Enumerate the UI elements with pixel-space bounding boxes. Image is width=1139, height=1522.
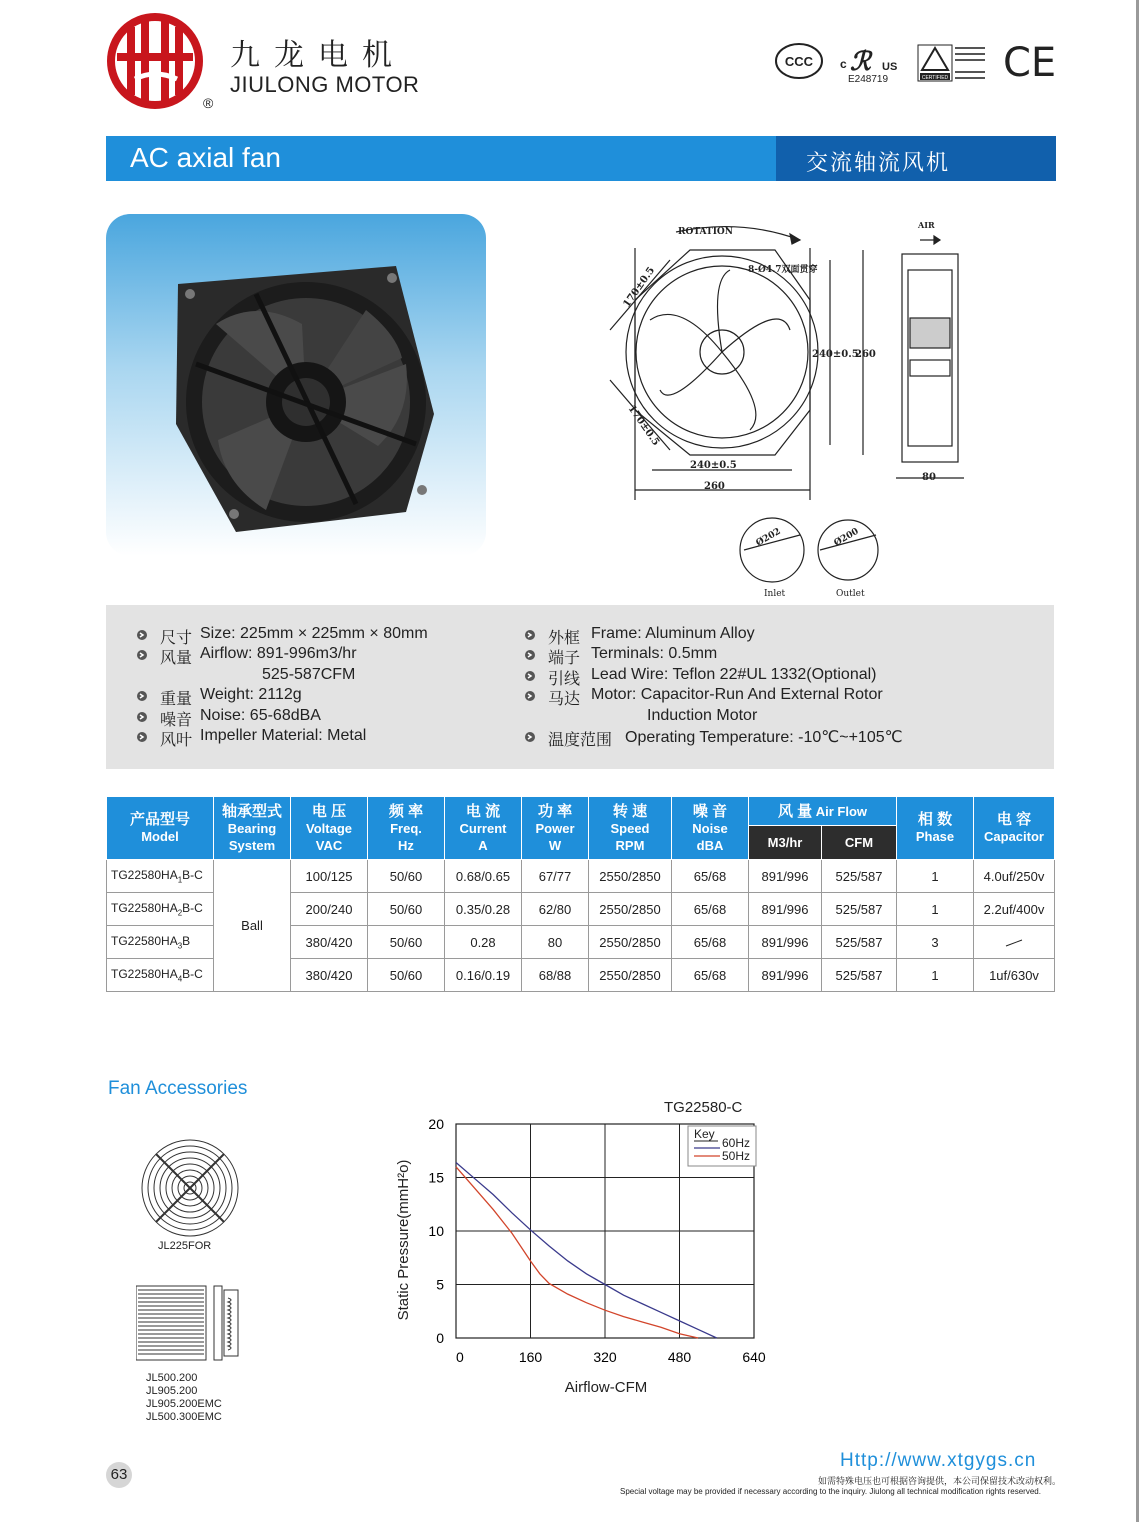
hole-spec-label: 8-Ø4.7双面贯穿 [748,265,818,275]
cell-cfm: 525/587 [822,860,897,893]
spec-label-cn: 风量 [160,648,193,668]
cell-speed: 2550/2850 [589,959,672,992]
air-label: AIR [918,220,935,230]
website-link[interactable]: Http://www.xtgygs.cn [840,1450,1037,1471]
cell-cap: 1uf/630v [974,959,1055,992]
page-number: 63 [106,1462,132,1488]
bullet-icon [524,629,536,641]
th-bearing: 轴承型式 Bearing System [214,797,291,860]
cell-power: 67/77 [522,860,589,893]
outlet-label: Outlet [836,589,865,599]
th-freq: 频 率 Freq. Hz [368,797,445,860]
cell-phase: 3 [897,926,974,959]
cell-model: $TG22580HA_2B-C$ [107,893,214,926]
filter-model-label: JL500.300EMC [146,1411,222,1423]
footer-note-cn: 如需特殊电压也可根据咨询提供，本公司保留技术改动权利。 [818,1476,1062,1486]
bullet-icon [524,690,536,702]
dim-240-vertical: 240±0.5 [812,349,859,360]
y-axis-label: Static Pressure(mmH²o) [395,1159,412,1321]
th-cfm: CFM [822,826,897,860]
cell-m3: 891/996 [749,926,822,959]
table-row [107,860,1055,893]
cell-cap: 4.0uf/250v [974,860,1055,893]
cell-speed: 2550/2850 [589,926,672,959]
spec-label-cn: 外框 [548,628,581,647]
th-voltage: 电 压 Voltage VAC [291,797,368,860]
cell-m3: 891/996 [749,860,822,893]
dim-170-top: 170±0.5 [621,265,658,310]
cell-freq: 50/60 [368,860,445,893]
cell-noise: 65/68 [672,893,749,926]
bullet-icon [524,731,536,743]
cell-current: 0.16/0.19 [445,959,522,992]
spec-value: Size: 225mm × 225mm × 80mm [200,625,428,642]
x-tick-label: 0 [456,1349,464,1365]
inlet-label: Inlet [764,589,786,599]
bullet-icon [136,731,148,743]
spec-value: Motor: Capacitor-Run And External Rotor [591,686,883,704]
brand-name-cn: 九龙电机 [230,38,406,73]
accessories-title: Fan Accessories [108,1078,248,1099]
spec-label-cn: 引线 [548,668,581,688]
cell-freq: 50/60 [368,959,445,992]
th-m3hr: M3/hr [749,826,822,860]
legend-title: Key [694,1127,715,1141]
cell-dash-icon [1004,939,1024,947]
cell-speed: 2550/2850 [589,860,672,893]
spec-table-body [107,860,1055,992]
ul-c-text: c [840,57,847,71]
tuv-cert-icon [917,44,989,82]
chart-x-ticks [456,1349,766,1365]
cell-m3: 891/996 [749,959,822,992]
product-category-cn: 交流轴流风机 [806,151,951,176]
spec-value: Frame: Aluminum Alloy [591,625,755,642]
y-tick-label: 10 [428,1223,444,1239]
bullet-icon [524,649,536,661]
series-line-60hz [456,1163,717,1338]
cell-cap: 2.2uf/400v [974,893,1055,926]
cell-cfm: 525/587 [822,959,897,992]
legend-50hz: 50Hz [722,1149,751,1163]
spec-box [106,605,1054,769]
dimension-drawing [580,210,1000,610]
cell-noise: 65/68 [672,860,749,893]
brand-name-en: JIULONG MOTOR [230,72,420,97]
bullet-icon [136,711,148,723]
cell-noise: 65/68 [672,926,749,959]
cell-current: 0.28 [445,926,522,959]
cell-phase: 1 [897,860,974,893]
th-speed: 转 速 Speed RPM [589,797,672,860]
filter-labels [146,1372,222,1424]
cell-voltage: 100/125 [291,860,368,893]
performance-chart [380,1110,800,1400]
chart-title: TG22580-C [664,1099,743,1116]
x-tick-label: 480 [667,1349,692,1365]
bullet-icon [136,649,148,661]
spec-value: Induction Motor [647,706,758,724]
cell-model: $TG22580HA_4B-C$ [107,959,214,992]
cell-current: 0.68/0.65 [445,860,522,893]
filter-model-label: JL905.200EMC [146,1398,222,1410]
th-airflow: 风 量 Air Flow [749,797,897,826]
spec-value: Terminals: 0.5mm [591,645,718,663]
cell-power: 68/88 [522,959,589,992]
x-tick-label: 160 [518,1349,543,1365]
ce-cert-icon [1003,42,1057,80]
tuv-sub-text: CERTIFIED [921,75,949,81]
th-phase: 相 数 Phase [897,797,974,860]
cell-model: $TG22580HA_1B-C$ [107,860,214,893]
spec-label-cn: 端子 [548,648,581,668]
spec-label-cn: 温度范围 [548,730,613,749]
y-tick-label: 15 [428,1169,444,1186]
cell-bearing: Ball [214,860,291,992]
spec-value: Impeller Material: Metal [200,727,367,744]
legend-60hz: 60Hz [722,1136,751,1150]
dim-240-horizontal: 240±0.5 [690,460,737,471]
spec-value: 525-587CFM [262,665,356,683]
th-model: 产品型号 Model [107,797,214,860]
footer-note-en: Special voltage may be provided if necessary according to the inquiry. Jiulong all technical modification rights reserved. [620,1487,1041,1496]
cell-voltage: 380/420 [291,959,368,992]
cell-model: $TG22580HA_3B$ [107,926,214,959]
filter-model-label: JL500.200 [146,1372,198,1384]
cell-voltage: 200/240 [291,893,368,926]
svg-text:ℛ: ℛ [850,47,871,76]
th-current: 电 流 Current A [445,797,522,860]
guard-label: JL225FOR [158,1240,212,1252]
spec-label-cn: 风叶 [160,730,193,749]
filter-icon [136,1284,242,1362]
th-noise: 噪 音 Noise dBA [672,797,749,860]
cell-cfm: 525/587 [822,893,897,926]
chart-y-ticks [428,1116,444,1346]
dim-260-vertical: 260 [855,349,876,360]
ccc-cert-icon [774,42,824,80]
inlet-diameter: Ø202 [754,526,783,549]
cell-speed: 2550/2850 [589,893,672,926]
spec-value: Lead Wire: Teflon 22#UL 1332(Optional) [591,665,877,683]
product-category-en: AC axial fan [130,142,281,173]
spec-value: Noise: 65-68dBA [200,706,321,724]
dim-170-bottom: 170±0.5 [625,403,662,448]
cell-voltage: 380/420 [291,926,368,959]
ce-text: CE [1003,42,1057,80]
spec-value: Operating Temperature: -10℃~+105℃ [625,729,903,746]
spec-table [106,796,1055,992]
bullet-icon [136,629,148,641]
ul-number: E248719 [848,74,889,84]
x-axis-label: Airflow-CFM [564,1379,648,1396]
spec-value: Weight: 2112g [200,686,302,704]
chart-legend [688,1126,756,1166]
th-capacitor: 电 容 Capacitor [974,797,1055,860]
cell-cap [974,926,1055,959]
spec-label-cn: 尺寸 [160,628,193,647]
cell-noise: 65/68 [672,959,749,992]
outlet-diameter: Ø200 [832,526,861,549]
bullet-icon [136,690,148,702]
cell-phase: 1 [897,893,974,926]
fan-illustration [106,214,486,556]
spec-label-cn: 重量 [160,689,193,709]
cell-phase: 1 [897,959,974,992]
cell-current: 0.35/0.28 [445,893,522,926]
fan-guard-icon [138,1136,242,1240]
dim-260-horizontal: 260 [704,481,725,492]
rotation-label: ROTATION [678,227,733,237]
dim-80: 80 [922,472,936,483]
product-photo [106,214,486,556]
cell-freq: 50/60 [368,926,445,959]
spec-value: Airflow: 891-996m3/hr [200,645,357,663]
cell-cfm: 525/587 [822,926,897,959]
spec-label-cn: 马达 [548,689,581,709]
ul-us-text: US [882,61,898,73]
cell-freq: 50/60 [368,893,445,926]
x-tick-label: 320 [593,1349,617,1365]
y-tick-label: 0 [436,1330,444,1346]
filter-model-label: JL905.200 [146,1385,198,1397]
chart-series [456,1163,717,1338]
y-tick-label: 20 [428,1116,444,1132]
cell-power: 80 [522,926,589,959]
cell-power: 62/80 [522,893,589,926]
y-tick-label: 5 [436,1276,444,1293]
ccc-text: CCC [784,54,814,69]
jiulong-logo [107,13,203,109]
bullet-icon [524,670,536,682]
spec-label-cn: 噪音 [160,709,193,729]
cell-m3: 891/996 [749,893,822,926]
th-power: 功 率 Power W [522,797,589,860]
x-tick-label: 640 [742,1349,766,1365]
registered-mark: ® [203,95,214,111]
ul-cert-icon [838,40,908,84]
